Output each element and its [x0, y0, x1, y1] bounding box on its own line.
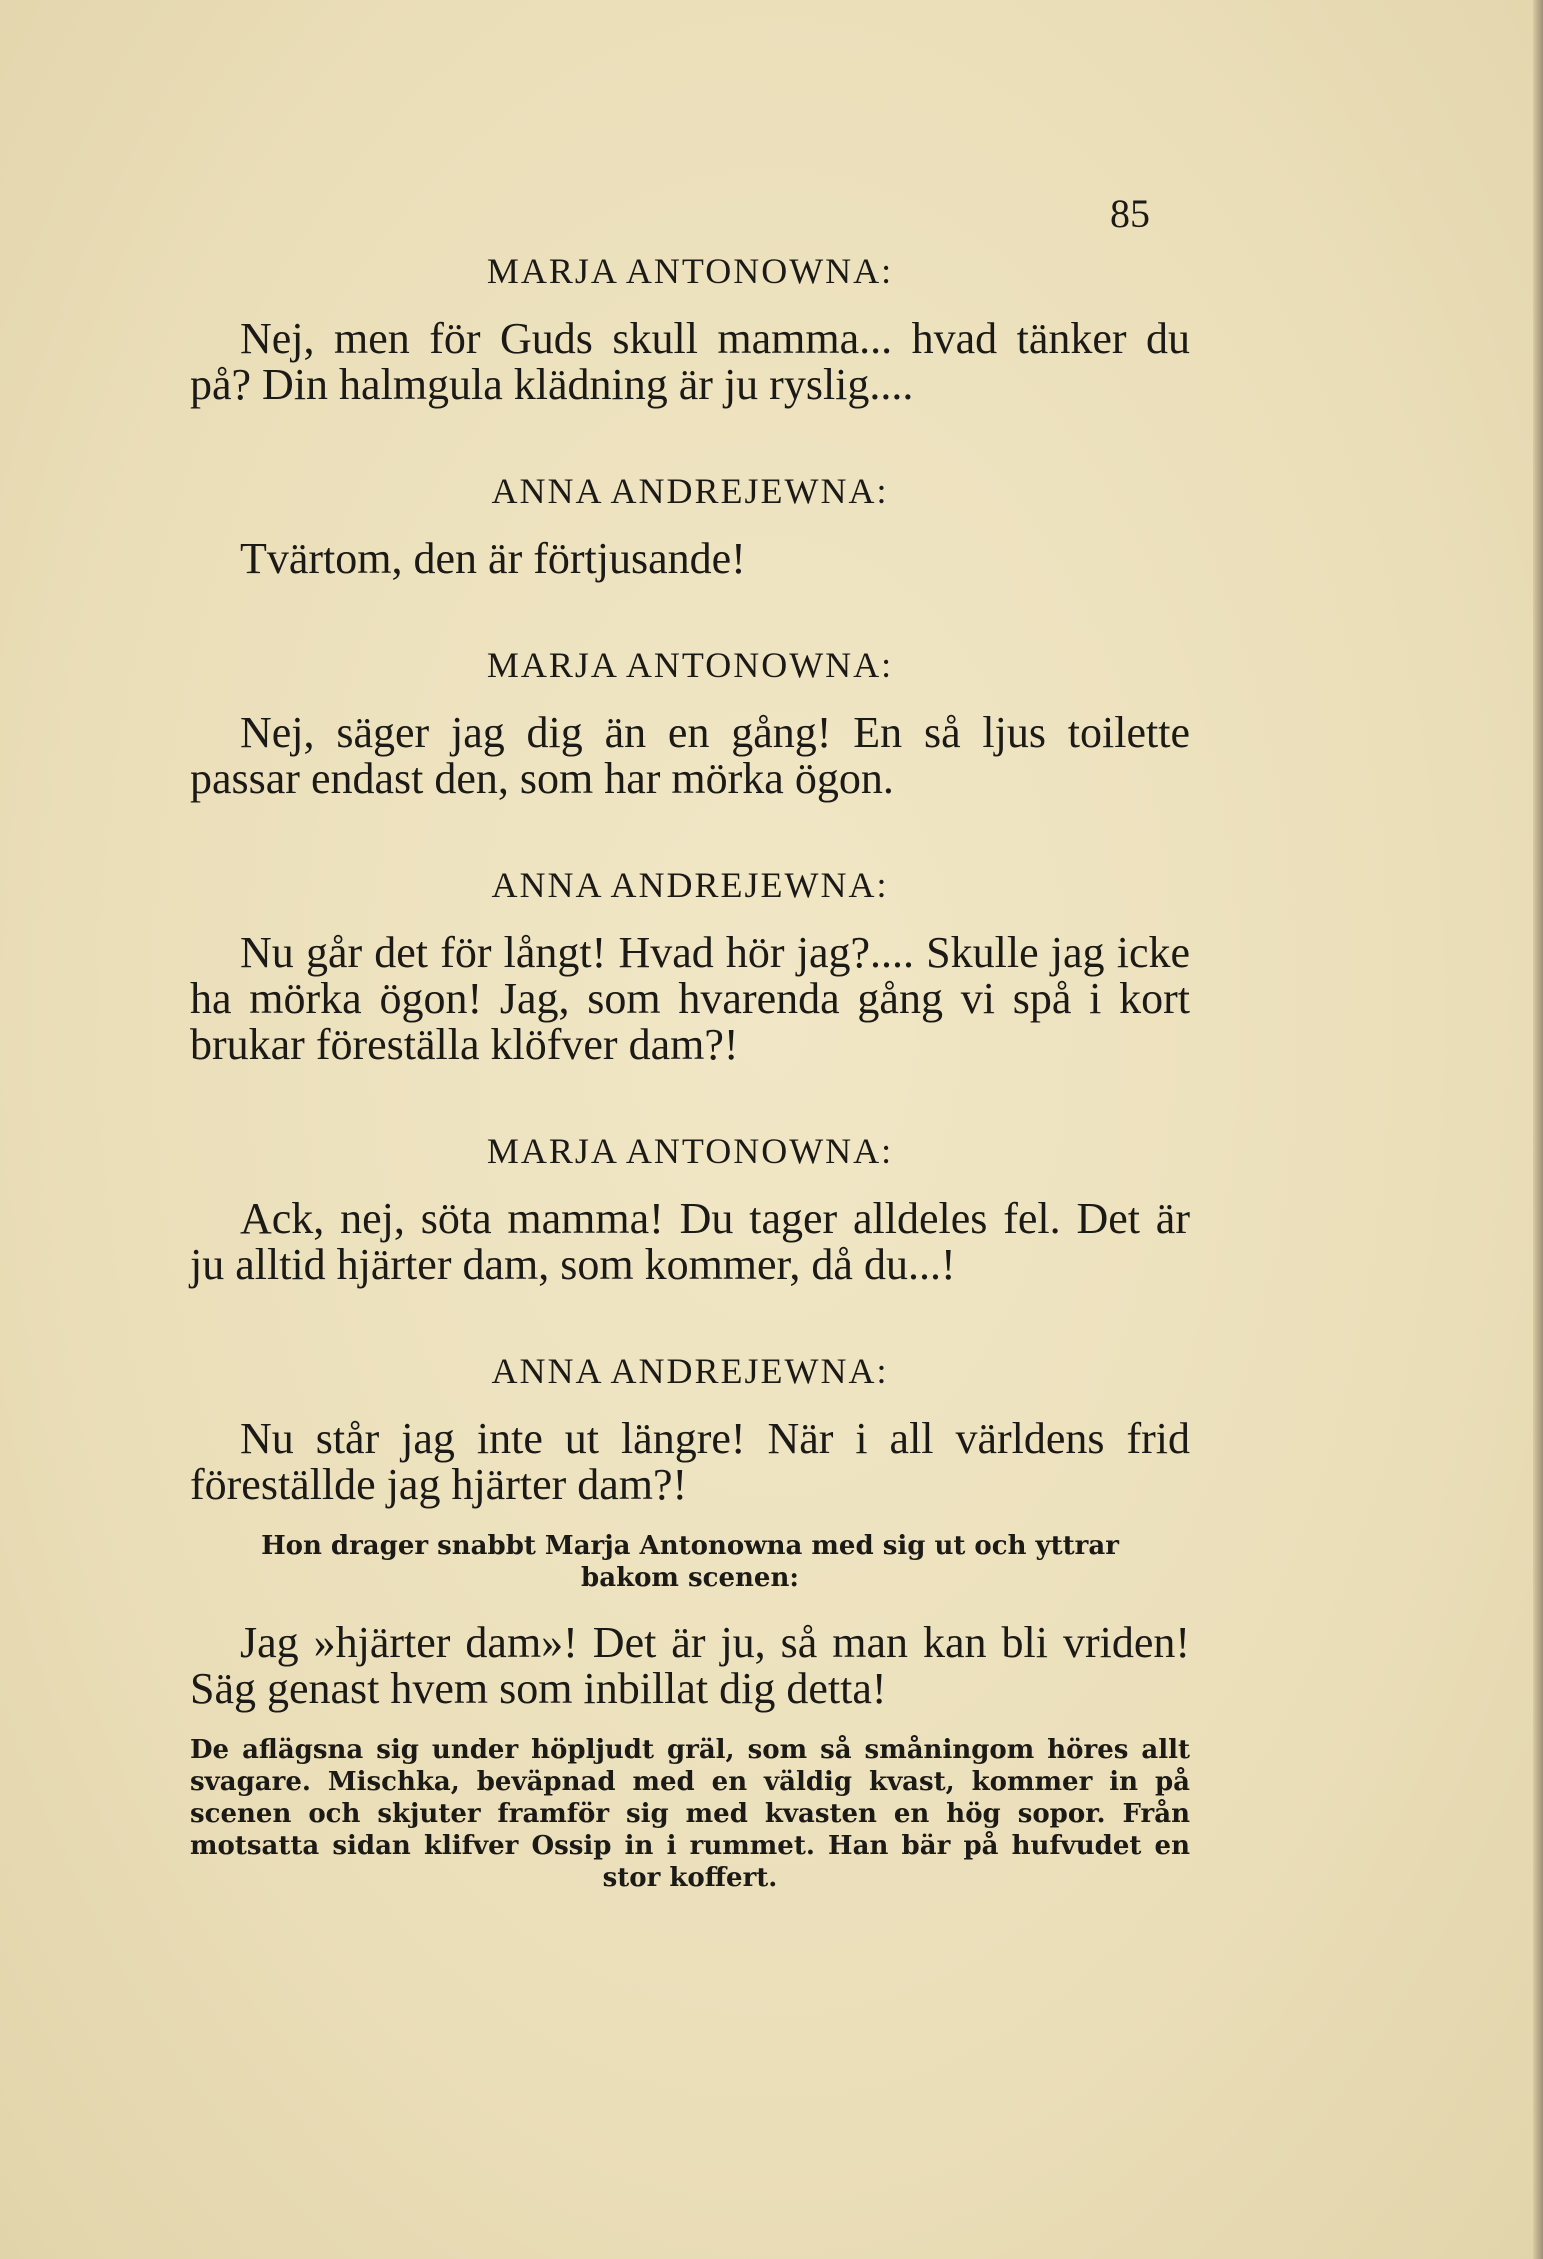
speech-text: Nu går det för långt! Hvad hör jag?.... Skulle jag icke ha mörka ögon! Jag, som hvarenda gång vi spå i kort brukar föreställa klöfver dam?!	[190, 928, 1190, 1069]
speaker-name: MARJA ANTONOWNA:	[486, 1131, 894, 1171]
speaker-name: ANNA ANDREJEWNA:	[491, 865, 889, 905]
stage-direction: De aflägsna sig under höpljudt gräl, som så småningom höres allt svagare. Mischka, beväpnad med en väldig kvast, kommer in på scenen och skjuter framför sig med kvasten en hög sopor. Från motsatta sidan klifver Ossip in i rummet. Han bär på hufvudet en stor koffert.	[190, 1735, 1190, 1893]
text-column	[190, 250, 1190, 1894]
speaker-name: MARJA ANTONOWNA:	[486, 251, 894, 291]
page-edge-shadow	[1533, 0, 1543, 2259]
page-number: 85	[1110, 191, 1150, 236]
speaker-name: MARJA ANTONOWNA:	[486, 645, 894, 685]
speech-text: Nej, men för Guds skull mamma... hvad tänker du på? Din halmgula klädning är ju ryslig....	[190, 314, 1190, 409]
speaker-name: ANNA ANDREJEWNA:	[491, 471, 889, 511]
speech-text: Nu står jag inte ut längre! När i all världens frid föreställde jag hjärter dam?!	[190, 1414, 1190, 1509]
stage-direction: Hon drager snabbt Marja Antonowna med sig ut och yttrar bakom scenen:	[261, 1531, 1119, 1593]
speech-text: Ack, nej, söta mamma! Du tager alldeles fel. Det är ju alltid hjärter dam, som kommer, då du...!	[190, 1194, 1190, 1289]
speech-text: Nej, säger jag dig än en gång! En så ljus toilette passar endast den, som har mörka ögon.	[190, 708, 1190, 803]
speech-text: Tvärtom, den är förtjusande!	[240, 534, 746, 583]
speaker-name: ANNA ANDREJEWNA:	[491, 1351, 889, 1391]
speech-text: Jag »hjärter dam»! Det är ju, så man kan bli vriden! Säg genast hvem som inbillat dig detta!	[190, 1618, 1190, 1713]
